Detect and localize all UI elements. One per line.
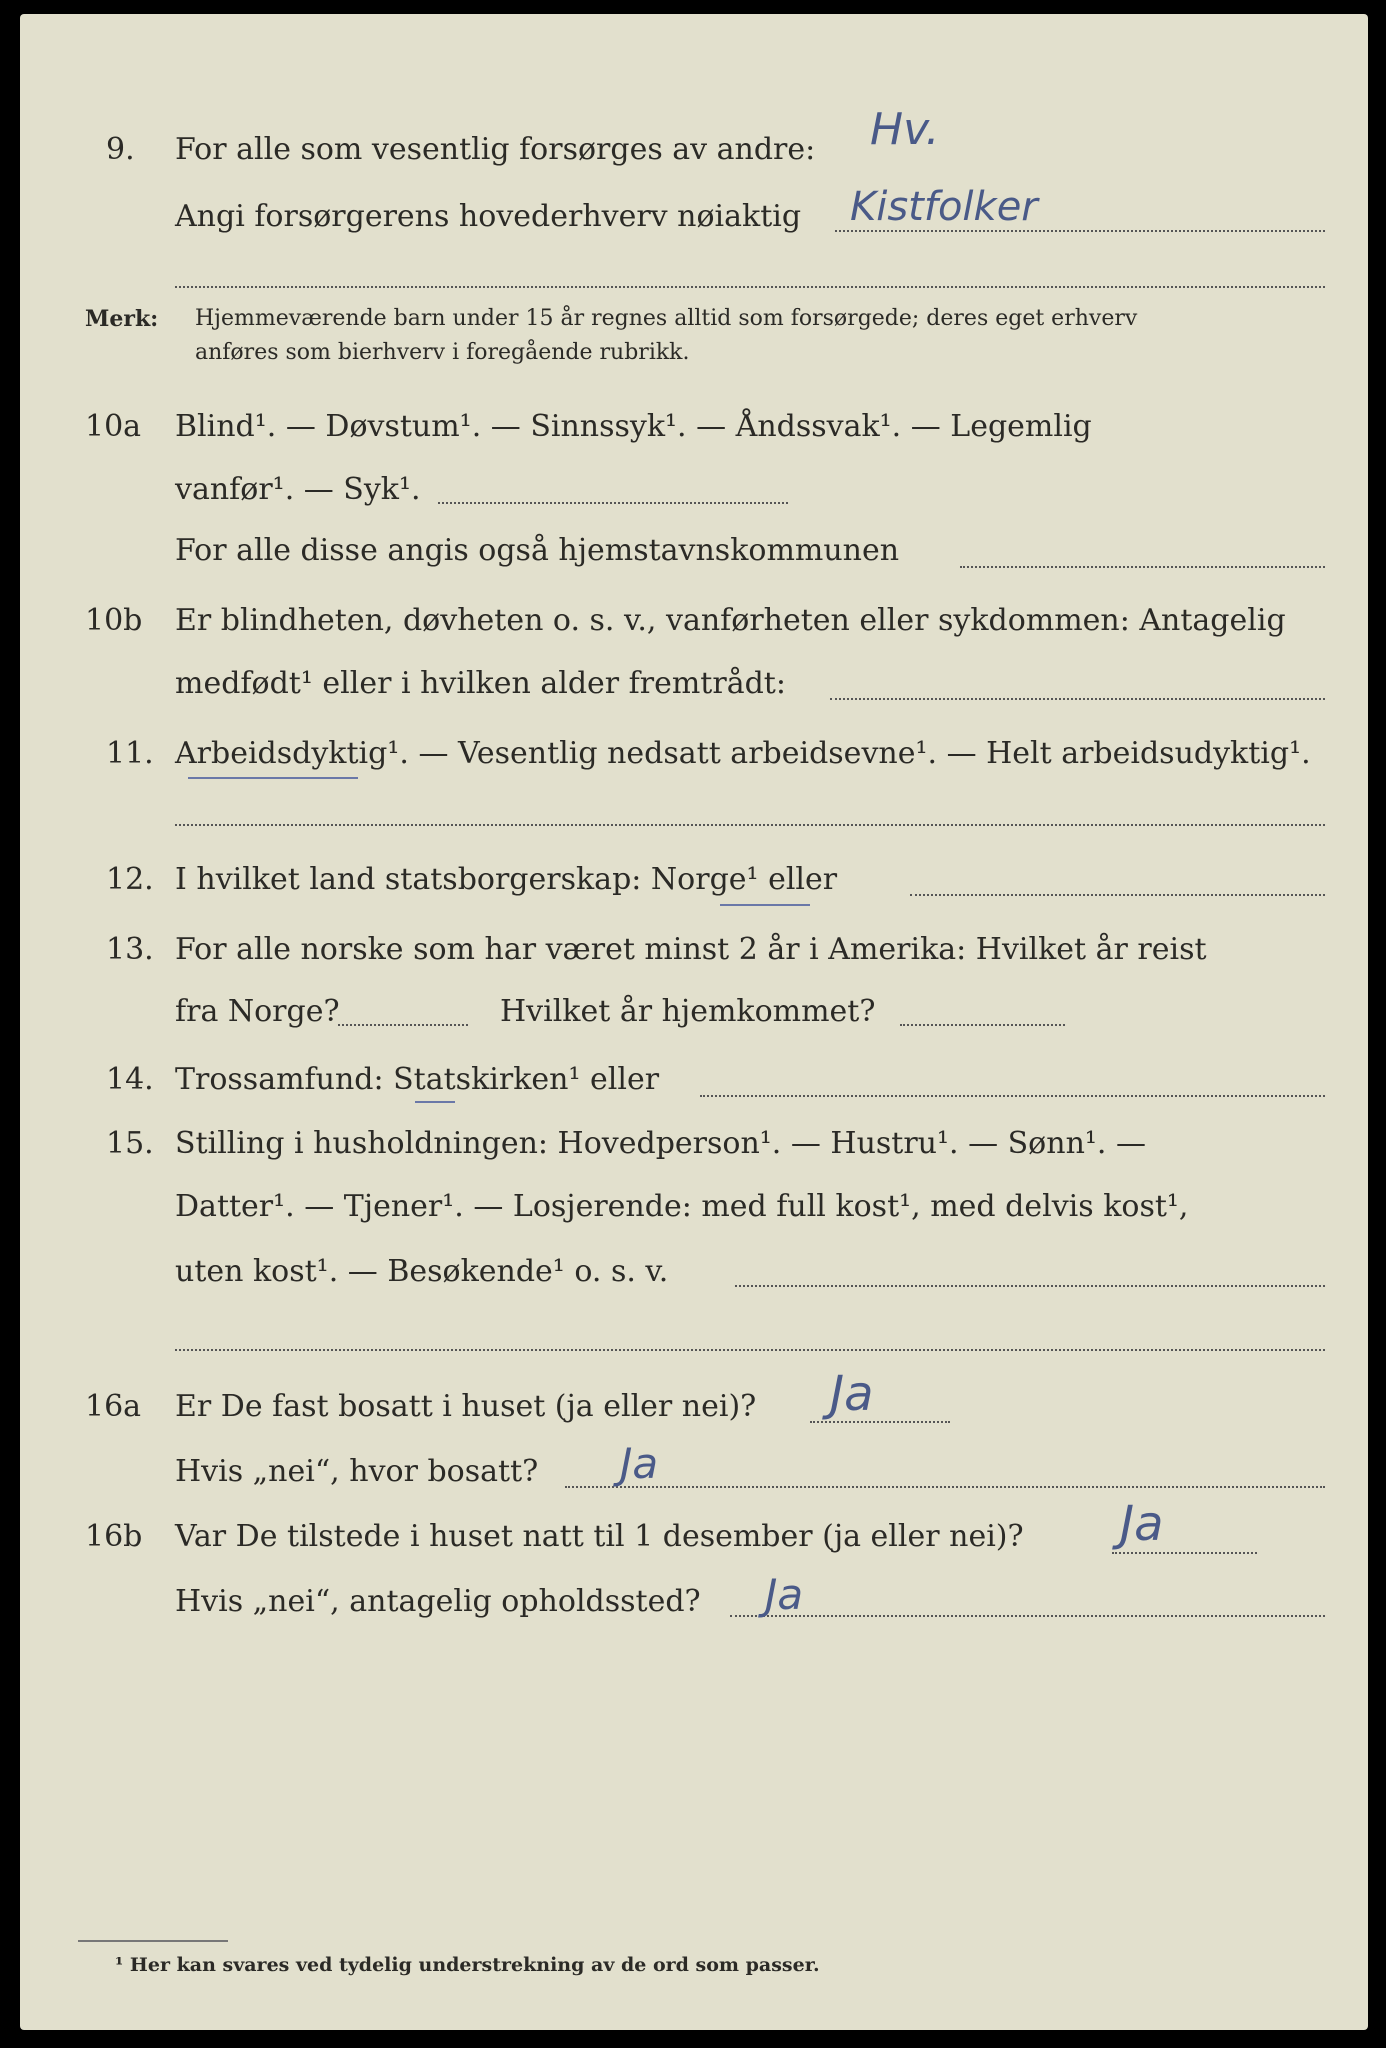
q15-line3: uten kost¹. — Besøkende¹ o. s. v. [175, 1254, 669, 1289]
q16a-line1: Er De fast bosatt i huset (ja eller nei)? [175, 1389, 757, 1424]
q16b-opholdssted-line [730, 1615, 1325, 1617]
q13-hjemkommet-line [900, 1024, 1065, 1026]
q9-handwriting-2: Kistfolker [850, 184, 1038, 230]
q9-number: 9. [106, 132, 135, 167]
q10b-answer-line [830, 698, 1325, 700]
q10a-answer-line [438, 502, 788, 504]
q11-answer-line [175, 824, 1325, 826]
q10a-line3: For alle disse angis også hjemstavnskommunen [175, 533, 900, 568]
footnote-rule [78, 1940, 228, 1942]
q11-line1: Arbeidsdyktig¹. — Vesentlig nedsatt arbeidsevne¹. — Helt arbeidsudyktig¹. [175, 736, 1311, 771]
q9-handwriting-1: Hv. [870, 104, 940, 155]
q16a-line2: Hvis „nei“, hvor bosatt? [175, 1454, 539, 1489]
q16a-number: 16a [85, 1389, 142, 1424]
merk-line2: anføres som bierhverv i foregående rubrikk. [195, 340, 690, 365]
q10b-number: 10b [85, 603, 143, 638]
q14-underline-statskirken [415, 1101, 455, 1103]
census-form-page [20, 14, 1368, 2030]
q12-answer-line [910, 894, 1325, 896]
q10b-line2: medfødt¹ eller i hvilken alder fremtrådt: [175, 666, 786, 701]
merk-line1: Hjemmeværende barn under 15 år regnes alltid som forsørgede; deres eget erhverv [195, 306, 1138, 331]
q15-number: 15. [106, 1126, 154, 1161]
q16a-bosatt-line [565, 1486, 1325, 1488]
q14-answer-line [700, 1095, 1325, 1097]
q15-answer-line [735, 1285, 1325, 1287]
q16b-handwriting-1: Ja [1120, 1496, 1164, 1552]
q15-line1: Stilling i husholdningen: Hovedperson¹. — Hustru¹. — Sønn¹. — [175, 1126, 1146, 1161]
q13-line1: For alle norske som har været minst 2 år i Amerika: Hvilket år reist [175, 932, 1207, 967]
q10a-line2: vanfør¹. — Syk¹. [175, 472, 421, 507]
q15-line2: Datter¹. — Tjener¹. — Losjerende: med full kost¹, med delvis kost¹, [175, 1189, 1189, 1224]
q12-number: 12. [106, 862, 154, 897]
q9-line1: For alle som vesentlig forsørges av andre: [175, 132, 816, 167]
q16b-answer-line [1112, 1552, 1257, 1554]
q13-line2b: Hvilket år hjemkommet? [500, 994, 876, 1029]
q10a-hjemstavn-line [960, 566, 1325, 568]
q10a-line1: Blind¹. — Døvstum¹. — Sinnssyk¹. — Åndssvak¹. — Legemlig [175, 409, 1092, 444]
q12-line1: I hvilket land statsborgerskap: Norge¹ eller [175, 862, 838, 897]
q9-answer-line [835, 230, 1325, 232]
q16a-handwriting-1: Ja [830, 1366, 874, 1422]
q16b-handwriting-2: Ja [765, 1570, 804, 1619]
q12-underline-norge [720, 904, 810, 906]
q16b-number: 16b [85, 1519, 143, 1554]
q11-number: 11. [106, 736, 154, 771]
q16a-handwriting-2: Ja [620, 1439, 659, 1488]
q16b-line2: Hvis „nei“, antagelig opholdssted? [175, 1584, 701, 1619]
q16b-line1: Var De tilstede i huset natt til 1 desember (ja eller nei)? [175, 1519, 1024, 1554]
footnote: ¹ Her kan svares ved tydelig understrekning av de ord som passer. [115, 1954, 820, 1976]
q15-extra-line [175, 1349, 1325, 1351]
q9-extra-line [175, 286, 1325, 288]
q10b-line1: Er blindheten, døvheten o. s. v., vanførheten eller sykdommen: Antagelig [175, 603, 1286, 638]
q10a-number: 10a [85, 409, 142, 444]
q13-number: 13. [106, 932, 154, 967]
q11-underline-arbeidsdyktig [188, 777, 358, 779]
q14-number: 14. [106, 1062, 154, 1097]
q13-reist-line [338, 1024, 468, 1026]
q14-line1: Trossamfund: Statskirken¹ eller [175, 1062, 660, 1097]
q9-line2: Angi forsørgerens hovederhverv nøiaktig [175, 199, 802, 234]
merk-label: Merk: [85, 306, 159, 332]
q13-line2a: fra Norge? [175, 994, 340, 1029]
